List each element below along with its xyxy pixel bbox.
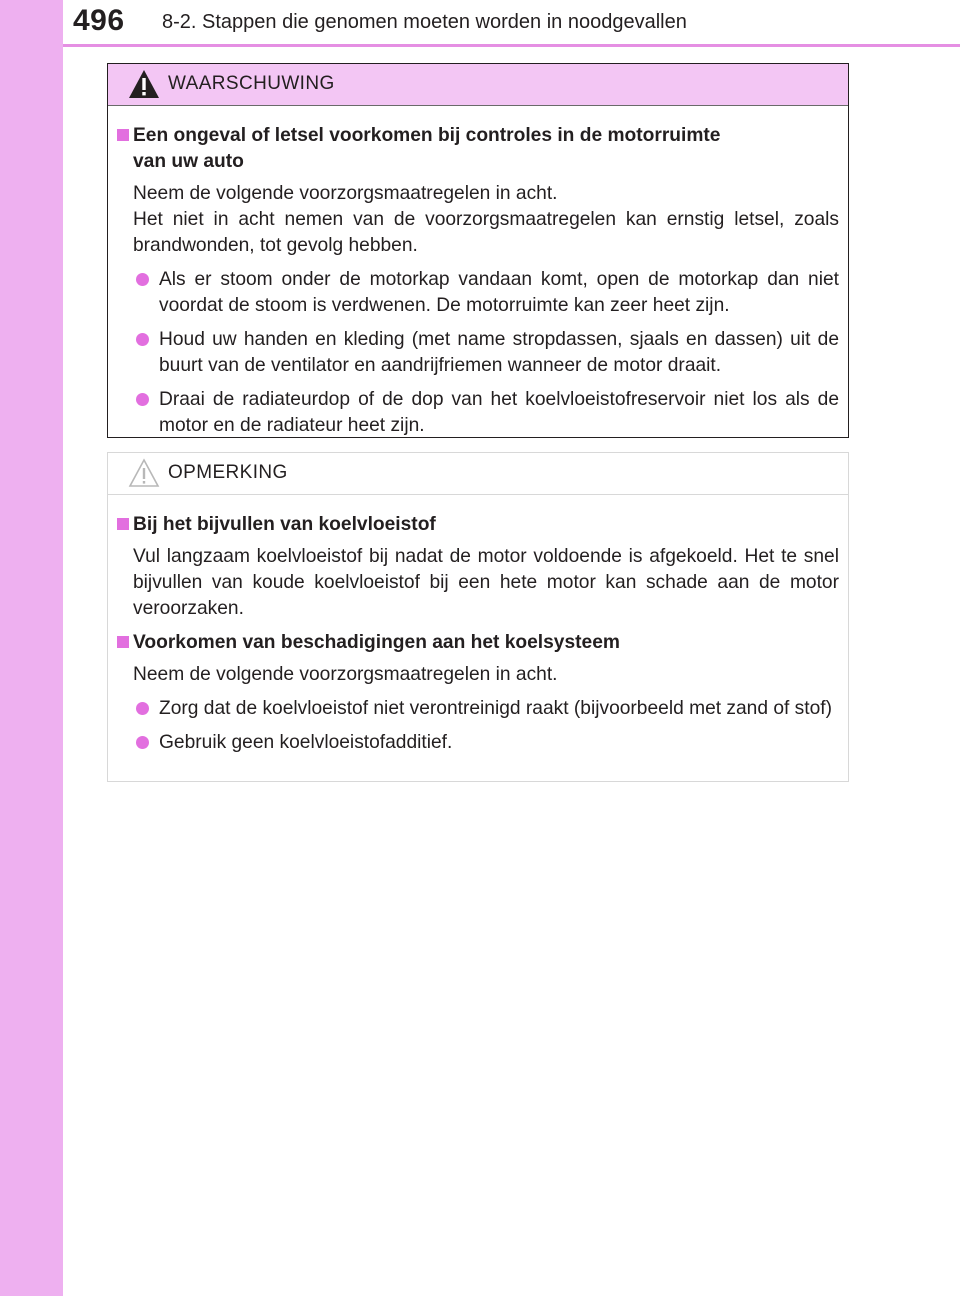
note-item-title-text: Bij het bijvullen van koelvloeistof (133, 514, 436, 535)
round-bullet-icon (136, 393, 149, 406)
round-bullet-icon (136, 736, 149, 749)
warning-item-title (117, 123, 839, 175)
page-header (0, 0, 960, 44)
square-bullet-icon (117, 636, 129, 648)
list-item (133, 267, 839, 319)
warning-label: WAARSCHUWING (168, 73, 335, 94)
round-bullet-icon (136, 273, 149, 286)
note-item-title-text: Voorkomen van beschadigingen aan het koelsysteem (133, 632, 620, 653)
note-label: OPMERKING (168, 462, 288, 483)
warning-box (107, 63, 849, 438)
warning-intro-line1: Neem de volgende voorzorgsmaatregelen in acht. (133, 183, 558, 204)
warning-header (108, 64, 848, 106)
note-header (108, 453, 848, 495)
note-item-body: Vul langzaam koelvloeistof bij nadat de motor voldoende is afgekoeld. Het te snel bijvullen van koude koelvloeistof bij een hete motor kan schade aan de motor veroorzaken. (133, 546, 839, 619)
warning-bullet-text: Houd uw handen en kleding (met name stropdassen, sjaals en dassen) uit de buurt van de ventilator en aandrijfriemen wanneer de motor draait. (159, 329, 839, 376)
warning-item-title-line2: van uw auto (133, 151, 244, 172)
warning-intro (133, 181, 839, 259)
list-item (133, 387, 839, 439)
warning-bullet-text: Draai de radiateurdop of de dop van het koelvloeistofreservoir niet los als de motor en de radiateur heet zijn. (159, 389, 839, 436)
note-item-title (117, 512, 839, 538)
square-bullet-icon (117, 129, 129, 141)
header-divider (63, 44, 960, 47)
note-bullet-text: Gebruik geen koelvloeistofadditief. (159, 732, 453, 753)
warning-item-title-line1: Een ongeval of letsel voorkomen bij controles in de motorruimte (133, 125, 721, 146)
round-bullet-icon (136, 702, 149, 715)
list-item (133, 696, 839, 722)
note-content (108, 495, 848, 756)
round-bullet-icon (136, 333, 149, 346)
list-item (133, 327, 839, 379)
page-sidebar-tab (0, 0, 63, 1296)
caution-triangle-outline-icon (127, 457, 161, 489)
square-bullet-icon (117, 518, 129, 530)
warning-bullet-text: Als er stoom onder de motorkap vandaan komt, open de motorkap dan niet voordat de stoom is verdwenen. De motorruimte kan zeer heet zijn. (159, 269, 839, 316)
warning-intro-line2: Het niet in acht nemen van de voorzorgsmaatregelen kan ernstig letsel, zoals brandwonden, tot gevolg hebben. (133, 209, 839, 256)
section-title: 8-2. Stappen die genomen moeten worden in noodgevallen (162, 11, 687, 33)
warning-triangle-icon (127, 68, 161, 100)
warning-content (108, 106, 848, 439)
note-item-title (117, 630, 839, 656)
note-item-body: Neem de volgende voorzorgsmaatregelen in acht. (133, 664, 558, 685)
note-bullet-text: Zorg dat de koelvloeistof niet verontreinigd raakt (bijvoorbeeld met zand of stof) (159, 698, 832, 719)
note-box (107, 452, 849, 782)
page-number: 496 (73, 4, 125, 37)
list-item (133, 730, 839, 756)
